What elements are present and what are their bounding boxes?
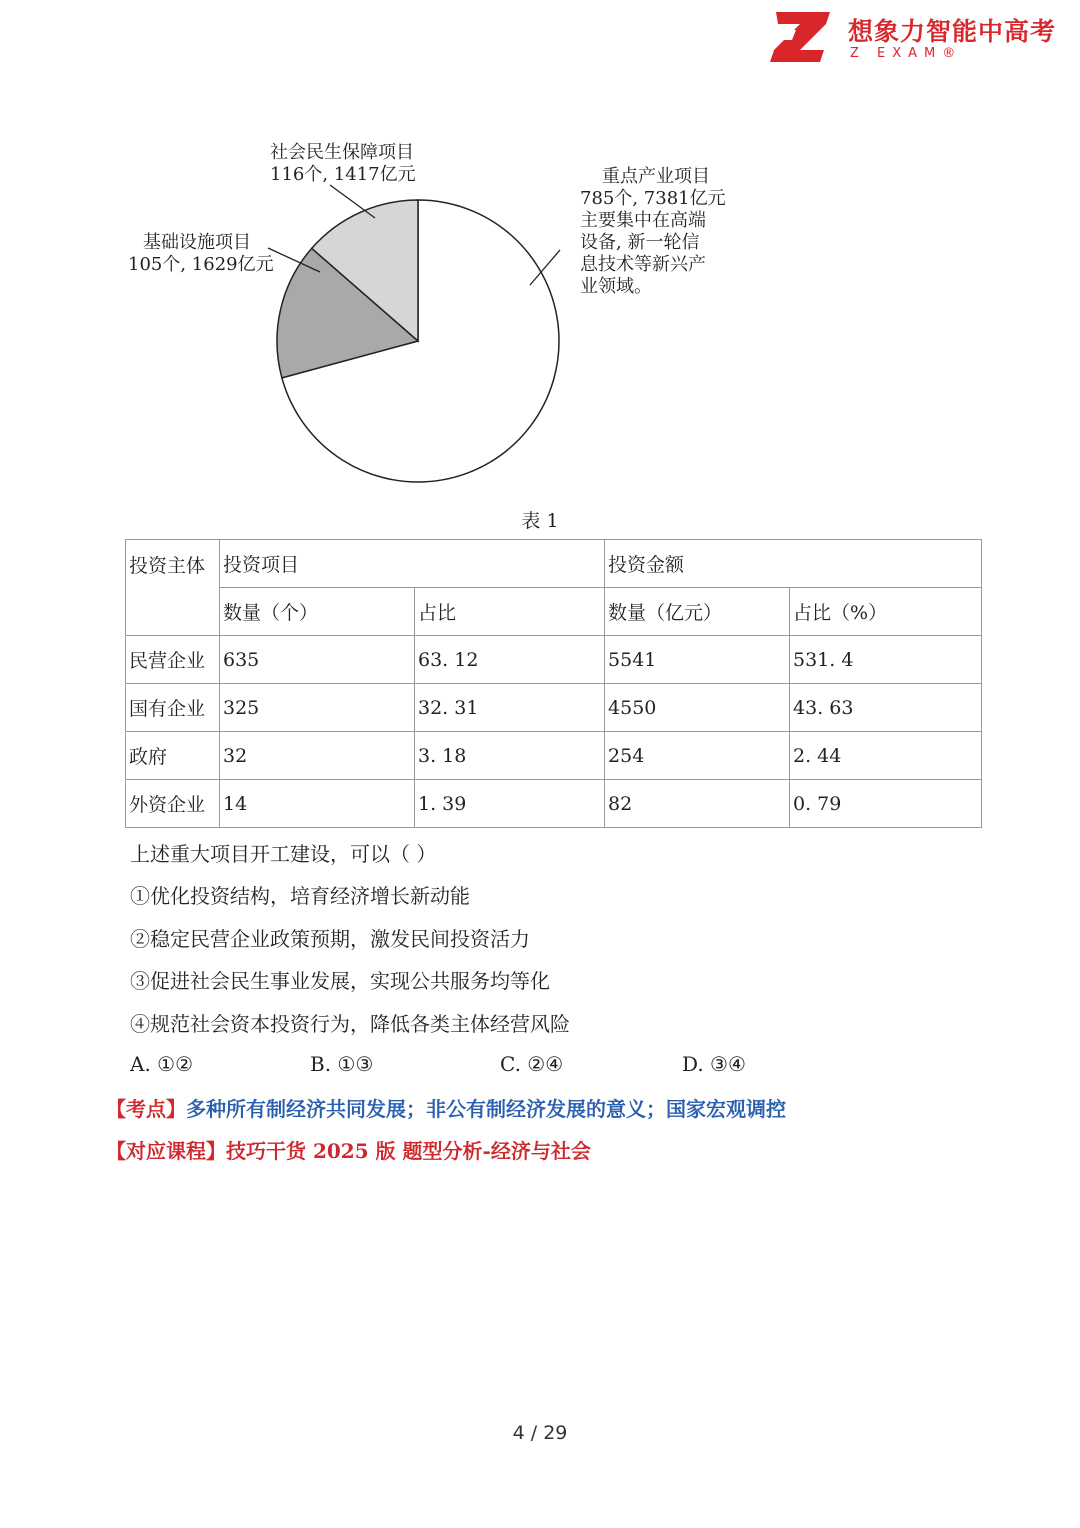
question-stem: 上述重大项目开工建设，可以（ ） [130,842,437,866]
option-b[interactable]: B. ①③ [310,1052,374,1076]
table-row [126,684,982,732]
question-item-4: ④规范社会资本投资行为，降低各类主体经营风险 [130,1012,570,1036]
cell-amount: 4550 [605,684,790,732]
option-d[interactable]: D. ③④ [682,1052,746,1076]
question-item-2: ②稳定民营企业政策预期，激发民间投资活力 [130,927,530,951]
cell-count-ratio: 1. 39 [415,780,605,828]
cell-count: 32 [220,732,415,780]
kaodian-value: 多种所有制经济共同发展；非公有制经济发展的意义；国家宏观调控 [186,1097,786,1121]
table-subheader-row [126,588,982,636]
pie-label-key-industry-name: 重点产业项目 [602,166,710,187]
kaodian-line [106,1093,786,1122]
brand-name: 想象力智能中高考 [848,17,1057,46]
page-number: 4 / 29 [512,1422,568,1444]
option-c[interactable]: C. ②④ [500,1052,564,1076]
header-amount: 投资金额 [605,540,982,588]
subheader-amount: 数量（亿元） [605,588,790,636]
cell-amount-ratio: 43. 63 [790,684,982,732]
cell-count: 325 [220,684,415,732]
cell-entity: 政府 [126,732,220,780]
pie-label-key-industry-note-4: 业领域。 [580,276,652,297]
z-exam-logo-icon [770,10,832,64]
header-entity: 投资主体 [126,540,220,636]
brand-logo [770,8,1075,66]
course-key: 【对应课程】 [106,1139,226,1163]
cell-amount: 254 [605,732,790,780]
course-line [106,1135,591,1164]
header-projects: 投资项目 [220,540,605,588]
kaodian-key: 【考点】 [106,1097,186,1121]
investment-table [125,539,982,828]
pie-label-infrastructure-name: 基础设施项目 [143,232,251,253]
course-value: 技巧干货 2025 版 题型分析-经济与社会 [226,1139,591,1163]
pie-label-key-industry [580,166,726,298]
brand-sub: Z EXAM® [850,46,963,61]
cell-amount-ratio: 2. 44 [790,732,982,780]
pie-label-livelihood-value: 116个, 1417亿元 [270,164,416,185]
cell-entity: 外资企业 [126,780,220,828]
cell-amount-ratio: 531. 4 [790,636,982,684]
pie-label-infrastructure-value: 105个, 1629亿元 [128,254,274,275]
table-row [126,732,982,780]
investment-pie-chart [120,130,740,490]
question-item-3: ③促进社会民生事业发展，实现公共服务均等化 [130,969,550,993]
pie-label-key-industry-note-2: 设备, 新一轮信 [580,232,700,253]
table-row [126,780,982,828]
subheader-amount-ratio: 占比（%） [790,588,982,636]
pie-label-livelihood-name: 社会民生保障项目 [270,142,414,163]
pie-label-key-industry-note-3: 息技术等新兴产 [580,254,706,275]
subheader-count-ratio: 占比 [415,588,605,636]
cell-count-ratio: 32. 31 [415,684,605,732]
option-a[interactable]: A. ①② [130,1052,194,1076]
leader-line-livelihood [330,185,375,218]
pie-label-key-industry-note-1: 主要集中在高端 [580,210,706,231]
cell-count-ratio: 3. 18 [415,732,605,780]
cell-count: 14 [220,780,415,828]
subheader-count: 数量（个） [220,588,415,636]
cell-entity: 国有企业 [126,684,220,732]
cell-entity: 民营企业 [126,636,220,684]
question-item-1: ①优化投资结构，培育经济增长新动能 [130,884,470,908]
cell-amount: 5541 [605,636,790,684]
pie-label-infrastructure [128,232,274,276]
cell-amount-ratio: 0. 79 [790,780,982,828]
table-row [126,636,982,684]
cell-count: 635 [220,636,415,684]
cell-count-ratio: 63. 12 [415,636,605,684]
table-caption: 表 1 [521,510,559,532]
cell-amount: 82 [605,780,790,828]
table-header-row [126,540,982,588]
pie-label-livelihood [270,142,416,186]
pie-label-key-industry-value: 785个, 7381亿元 [580,188,726,209]
